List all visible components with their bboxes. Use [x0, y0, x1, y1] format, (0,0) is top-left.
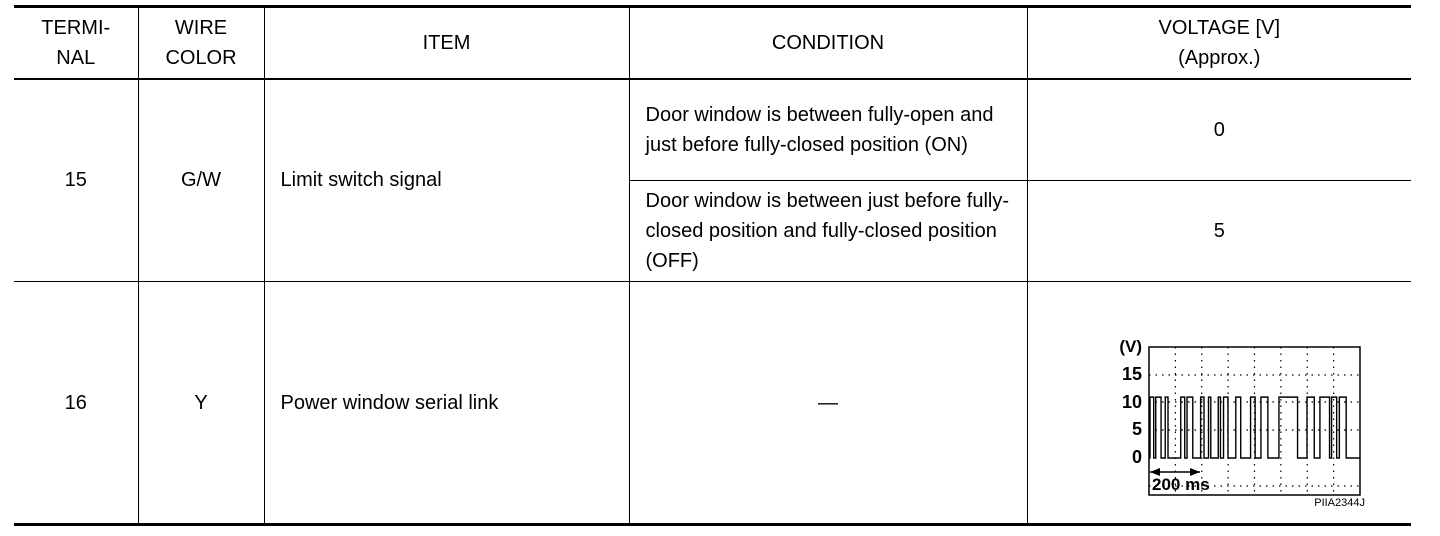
header-row	[14, 7, 1411, 79]
header-item: ITEM	[264, 7, 629, 79]
table-row-16	[14, 282, 1411, 525]
waveform-signal	[1149, 397, 1360, 458]
y-tick-label-0: 0	[1131, 447, 1142, 467]
header-condition: CONDITION	[629, 7, 1027, 79]
header-terminal: TERMI- NAL	[14, 7, 138, 79]
table-row-15a	[14, 79, 1411, 181]
waveform-chart	[1084, 308, 1384, 518]
time-scale-label: 200 ms	[1151, 475, 1210, 494]
y-tick-label-5: 5	[1131, 419, 1142, 439]
header-wire-color: WIRE COLOR	[138, 7, 264, 79]
waveform-cell	[1027, 282, 1411, 525]
y-tick-label-15: 15	[1121, 364, 1142, 384]
item-cell: Limit switch signal	[264, 79, 629, 282]
condition-cell: —	[629, 282, 1027, 525]
y-unit-label: (V)	[1118, 337, 1142, 356]
condition-cell: Door window is between fully-open and just before fully-closed position (ON)	[629, 79, 1027, 181]
figure-code: PIIA2344J	[1314, 497, 1365, 509]
terminal-cell: 16	[14, 282, 138, 525]
item-cell: Power window serial link	[264, 282, 629, 525]
header-voltage: VOLTAGE [V] (Approx.)	[1027, 7, 1411, 79]
terminal-cell: 15	[14, 79, 138, 282]
voltage-cell: 5	[1027, 181, 1411, 282]
terminal-spec-table	[14, 5, 1411, 526]
condition-cell: Door window is between just before fully-closed position and fully-closed position (OFF)	[629, 181, 1027, 282]
voltage-cell: 0	[1027, 79, 1411, 181]
waveform-svg	[1084, 308, 1384, 518]
y-tick-label-10: 10	[1121, 392, 1142, 412]
wire-color-cell: Y	[138, 282, 264, 525]
wire-color-cell: G/W	[138, 79, 264, 282]
